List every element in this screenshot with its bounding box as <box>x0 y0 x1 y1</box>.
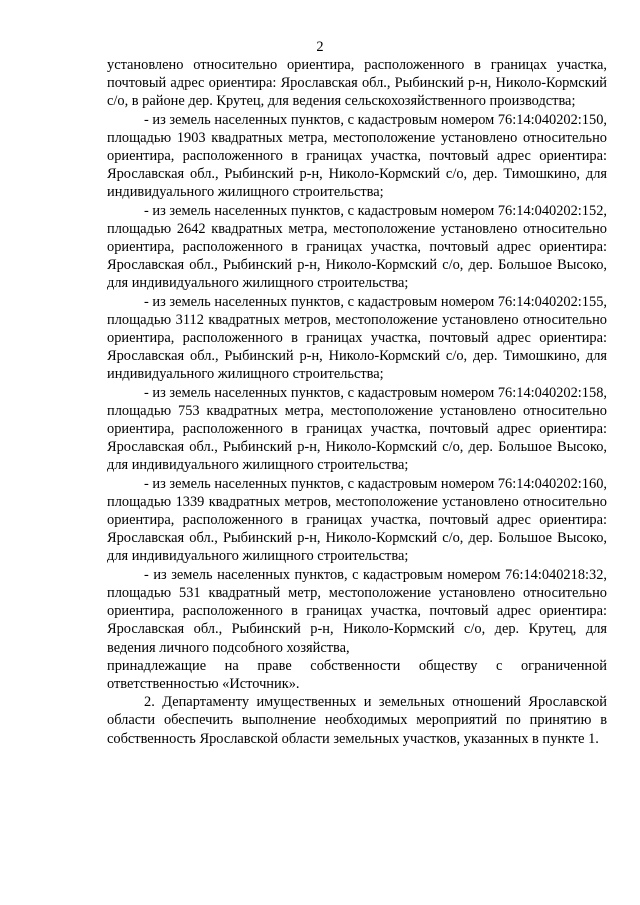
point-2-paragraph: 2. Департаменту имущественных и земельных отношений Ярославской области обеспечить выполнение необходимых мероприятий по принятию в собственность Ярославской области земельных участков, указанных в пункте 1. <box>107 694 607 747</box>
parcel-item-6: - из земель населенных пунктов, с кадастровым номером 76:14:040218:32, площадью 531 квадратный метр, местоположение установлено относительно ориентира, расположенного в границах участка, почтовый адрес ориентира: Ярославская обл., Рыбинский р-н, Николо-Кормский с/о, дер. Крутец, для ведения личного подсобного хозяйства, <box>107 566 607 656</box>
page-number: 2 <box>316 39 324 55</box>
parcel-item-5: - из земель населенных пунктов, с кадастровым номером 76:14:040202:160, площадью 1339 квадратных метров, местоположение установлено относительно ориентира, расположенного в границах участка, почтовый адрес ориентира: Ярославская обл., Рыбинский р-н, Николо-Кормский с/о, дер. Большое Высоко, для индивидуального жилищного строительства; <box>107 475 607 565</box>
parcel-item-1: - из земель населенных пунктов, с кадастровым номером 76:14:040202:150, площадью 1903 квадратных метра, местоположение установлено относительно ориентира, расположенного в границах участка, почтовый адрес ориентира: Ярославская обл., Рыбинский р-н, Николо-Кормский с/о, дер. Тимошкино, для индивидуального жилищного строительства; <box>107 111 607 201</box>
parcel-item-3: - из земель населенных пунктов, с кадастровым номером 76:14:040202:155, площадью 3112 квадратных метров, местоположение установлено относительно ориентира, расположенного в границах участка, почтовый адрес ориентира: Ярославская обл., Рыбинский р-н, Николо-Кормский с/о, дер. Тимошкино, для индивидуального жилищного строительства; <box>107 293 607 383</box>
ownership-paragraph: принадлежащие на праве собственности обществу с ограниченной ответственностью «Источник». <box>107 657 607 692</box>
parcel-item-2: - из земель населенных пунктов, с кадастровым номером 76:14:040202:152, площадью 2642 квадратных метра, местоположение установлено относительно ориентира, расположенного в границах участка, почтовый адрес ориентира: Ярославская обл., Рыбинский р-н, Николо-Кормский с/о, дер. Большое Высоко, для индивидуального жилищного строительства; <box>107 202 607 292</box>
intro-paragraph: установлено относительно ориентира, расположенного в границах участка, почтовый адрес ориентира: Ярославская обл., Рыбинский р-н, Николо-Кормский с/о, в районе дер. Крутец, для ведения сельскохозяйственного производства; <box>107 57 607 110</box>
document-body <box>107 56 607 748</box>
parcel-item-4: - из земель населенных пунктов, с кадастровым номером 76:14:040202:158, площадью 753 квадратных метра, местоположение установлено относительно ориентира, расположенного в границах участка, почтовый адрес ориентира: Ярославская обл., Рыбинский р-н, Николо-Кормский с/о, дер. Большое Высоко, для индивидуального жилищного строительства; <box>107 384 607 474</box>
